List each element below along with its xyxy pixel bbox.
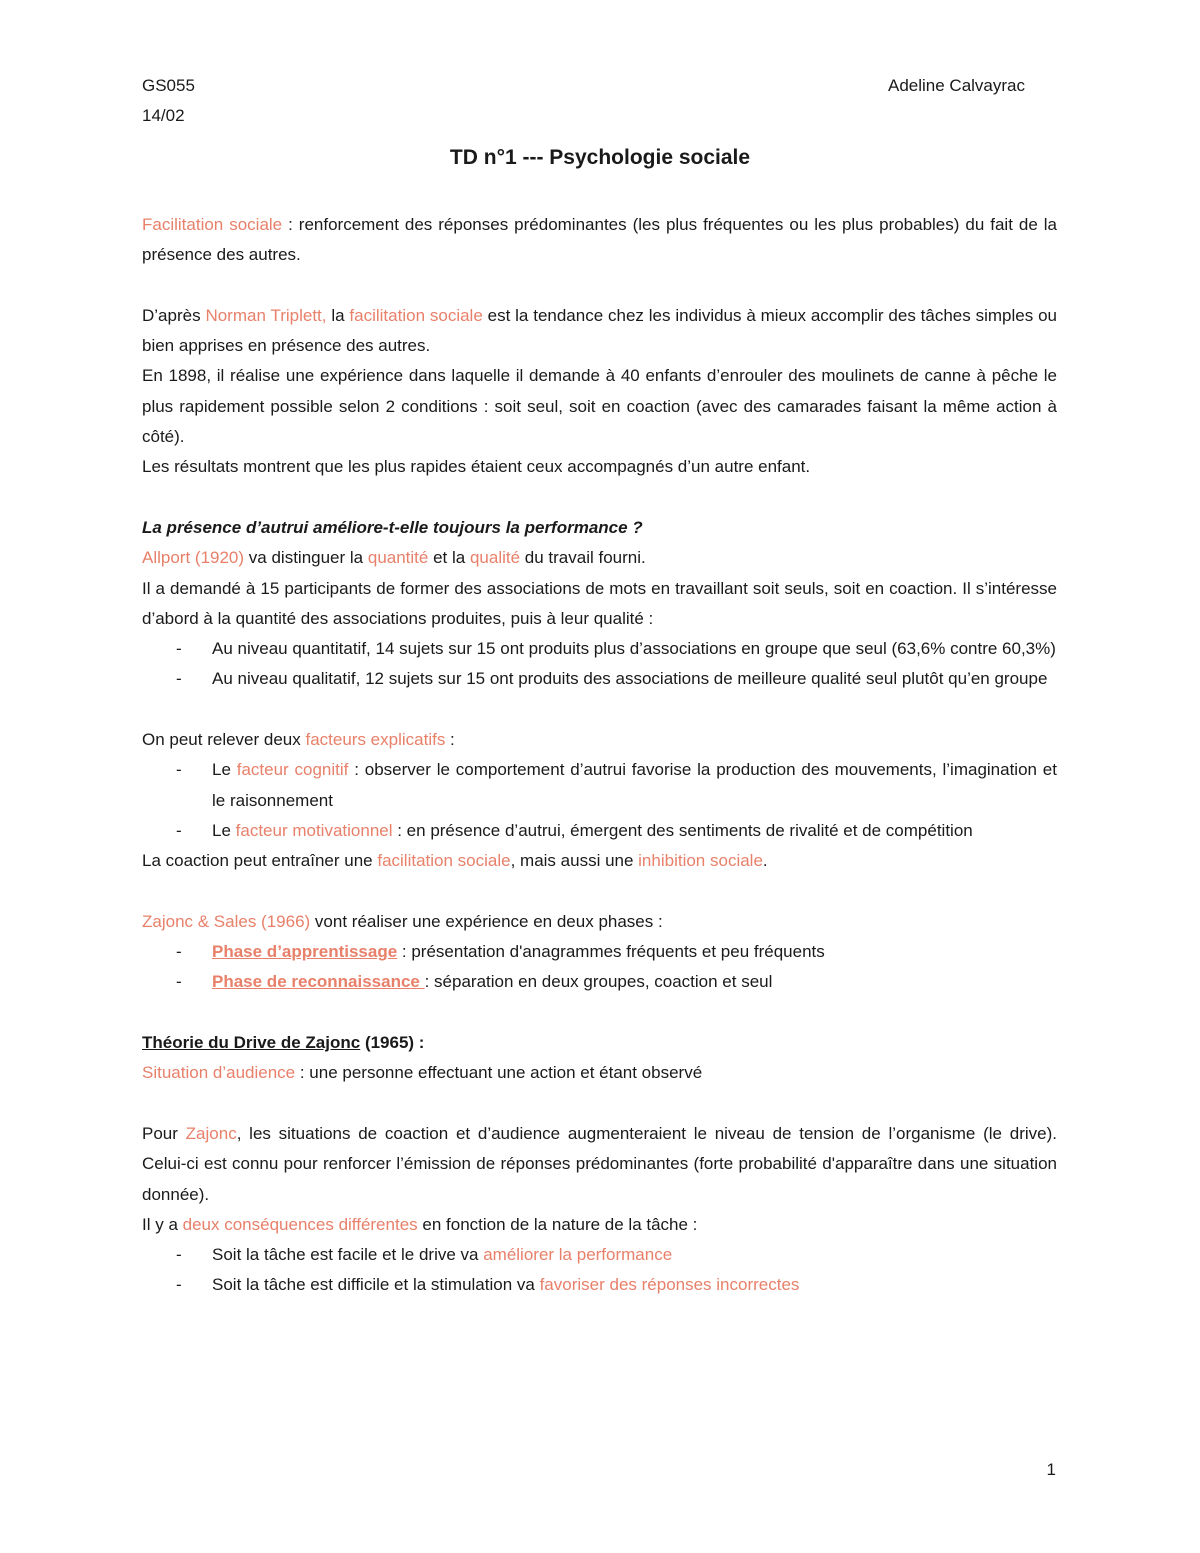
definition-text: : renforcement des réponses prédominantes (les plus fréquentes ou les plus probables) du fait de la présence des autres. [142, 215, 1057, 265]
text: : une personne effectuant une action et étant observé [295, 1063, 703, 1083]
author-triplett: Norman Triplett, [205, 305, 327, 325]
list-item-text: Au niveau qualitatif, 12 sujets sur 15 ont produits des associations de meilleure qualité seul plutôt qu’en groupe [212, 669, 1048, 689]
text: vont réaliser une expérience en deux phases : [310, 911, 663, 931]
page-number: 1 [1046, 1460, 1056, 1479]
term-facilitation-sociale: Facilitation sociale [142, 215, 283, 234]
situation-audience [142, 1058, 1057, 1088]
text: va distinguer la [244, 548, 368, 568]
triplett-results: Les résultats montrent que les plus rapides étaient ceux accompagnés d’un autre enfant. [142, 457, 811, 477]
coaction-paragraph [142, 846, 1057, 876]
term-facteurs: facteurs explicatifs [305, 730, 446, 750]
text: Le [212, 820, 236, 840]
text: Il y a [142, 1214, 183, 1234]
zajonc-drive-paragraph [142, 1119, 1057, 1210]
term-facilitation: facilitation sociale [349, 305, 483, 325]
document-body [142, 210, 1057, 1301]
term-phase-apprentissage: Phase d’apprentissage [212, 942, 398, 962]
author-name: Adeline Calvayrac [887, 76, 1025, 95]
text: , mais aussi une [510, 851, 639, 871]
text: en fonction de la nature de la tâche : [417, 1214, 698, 1234]
header-date: 14/02 [142, 106, 185, 125]
list-item: - Au niveau qualitatif, 12 sujets sur 15 ont produits des associations de meilleure qualité seul plutôt qu’en groupe [142, 664, 1057, 694]
allport-question: La présence d’autrui améliore-t-elle toujours la performance ? [142, 517, 643, 537]
course-code: GS055 [142, 76, 195, 95]
triplett-paragraph [142, 301, 1057, 362]
text: Soit la tâche est facile et le drive va [212, 1245, 484, 1265]
definition-paragraph [142, 210, 1057, 271]
list-item: - Soit la tâche est difficile et la stimulation va favoriser des réponses incorrectes [176, 1275, 800, 1295]
consequences-intro [142, 1210, 1057, 1240]
text: la [326, 305, 350, 325]
term-facilitation: facilitation sociale [377, 851, 511, 871]
text: D’après [142, 305, 206, 325]
allport-intro [142, 543, 1057, 573]
term-facteur-cognitif: facteur cognitif [236, 760, 349, 780]
term-quantite: quantité [367, 548, 429, 568]
text: Soit la tâche est difficile et la stimulation va [212, 1275, 540, 1295]
author-zajonc: Zajonc [185, 1123, 237, 1143]
list-item: - Le facteur motivationnel : en présence d’autrui, émergent des sentiments de rivalité et de compétition [176, 820, 973, 840]
page-title: TD n°1 --- Psychologie sociale [449, 146, 751, 169]
text: est la tendance chez les individus à mieux accomplir des tâches simples ou bien apprises en présence des autres. [142, 305, 1057, 356]
text: . [762, 851, 768, 871]
author-zajonc-sales: Zajonc & Sales (1966) [142, 911, 311, 931]
text: Pour [142, 1123, 186, 1143]
text: : observer le comportement d’autrui favorise la production des mouvements, l’imagination et le raisonnement [212, 760, 1057, 810]
text: Le [212, 760, 237, 780]
allport-method: Il a demandé à 15 participants de former des associations de mots en travaillant soit seuls, soit en coaction. Il s’intéresse d’abord à la quantité des associations produites, puis à leur qualité : [142, 578, 1057, 628]
text: : présentation d'anagrammes fréquents et peu fréquents [397, 942, 825, 962]
text: , les situations de coaction et d’audience augmenteraient le niveau de tension de l’organisme (le drive). Celui-ci est connu pour renforcer l’émission de réponses prédominantes (forte probabilité d'apparaître dans une situation donnée). [142, 1123, 1057, 1204]
text: La coaction peut entraîner une [142, 851, 378, 871]
term-inhibition: inhibition sociale [638, 851, 763, 871]
term-phase-reconnaissance: Phase de reconnaissance [212, 972, 425, 992]
term-facteur-motivationnel: facteur motivationnel [235, 820, 393, 840]
text: : séparation en deux groupes, coaction et seul [424, 972, 773, 992]
text: : [445, 730, 455, 750]
term-reponses-incorrectes: favoriser des réponses incorrectes [539, 1275, 800, 1295]
text: On peut relever deux [142, 730, 306, 750]
list-item: - Phase de reconnaissance : séparation en deux groupes, coaction et seul [176, 972, 773, 992]
text: : en présence d’autrui, émergent des sentiments de rivalité et de compétition [392, 820, 973, 840]
term-ameliorer: améliorer la performance [483, 1245, 673, 1265]
text: du travail fourni. [520, 548, 646, 568]
drive-heading [142, 1028, 1057, 1058]
facteurs-intro [142, 725, 1057, 755]
term-consequences: deux conséquences différentes [182, 1214, 418, 1234]
list-item-text: Au niveau quantitatif, 14 sujets sur 15 ont produits plus d’associations en groupe que seul (63,6% contre 60,3%) [212, 639, 1056, 659]
list-item: - Soit la tâche est facile et le drive va améliorer la performance [176, 1245, 673, 1265]
section-heading: Théorie du Drive de Zajonc [142, 1033, 361, 1053]
list-item: - Au niveau quantitatif, 14 sujets sur 15 ont produits plus d’associations en groupe que seul (63,6% contre 60,3%) [142, 634, 1057, 664]
term-situation-audience: Situation d’audience [142, 1063, 296, 1083]
list-item: - Le facteur cognitif : observer le comportement d’autrui favorise la production des mouvements, l’imagination et le raisonnement [176, 760, 1057, 810]
triplett-experiment: En 1898, il réalise une expérience dans laquelle il demande à 40 enfants d’enrouler des moulinets de canne à pêche le plus rapidement possible selon 2 conditions : soit seul, soit en coaction (avec des camarades faisant la même action à côté). [142, 366, 1057, 447]
text: et la [428, 548, 470, 568]
author-allport: Allport (1920) [142, 548, 245, 568]
list-item: - Phase d’apprentissage : présentation d'anagrammes fréquents et peu fréquents [176, 942, 825, 962]
text: (1965) : [360, 1033, 425, 1053]
term-qualite: qualité [469, 548, 521, 568]
zajonc-sales-intro [142, 907, 1057, 937]
